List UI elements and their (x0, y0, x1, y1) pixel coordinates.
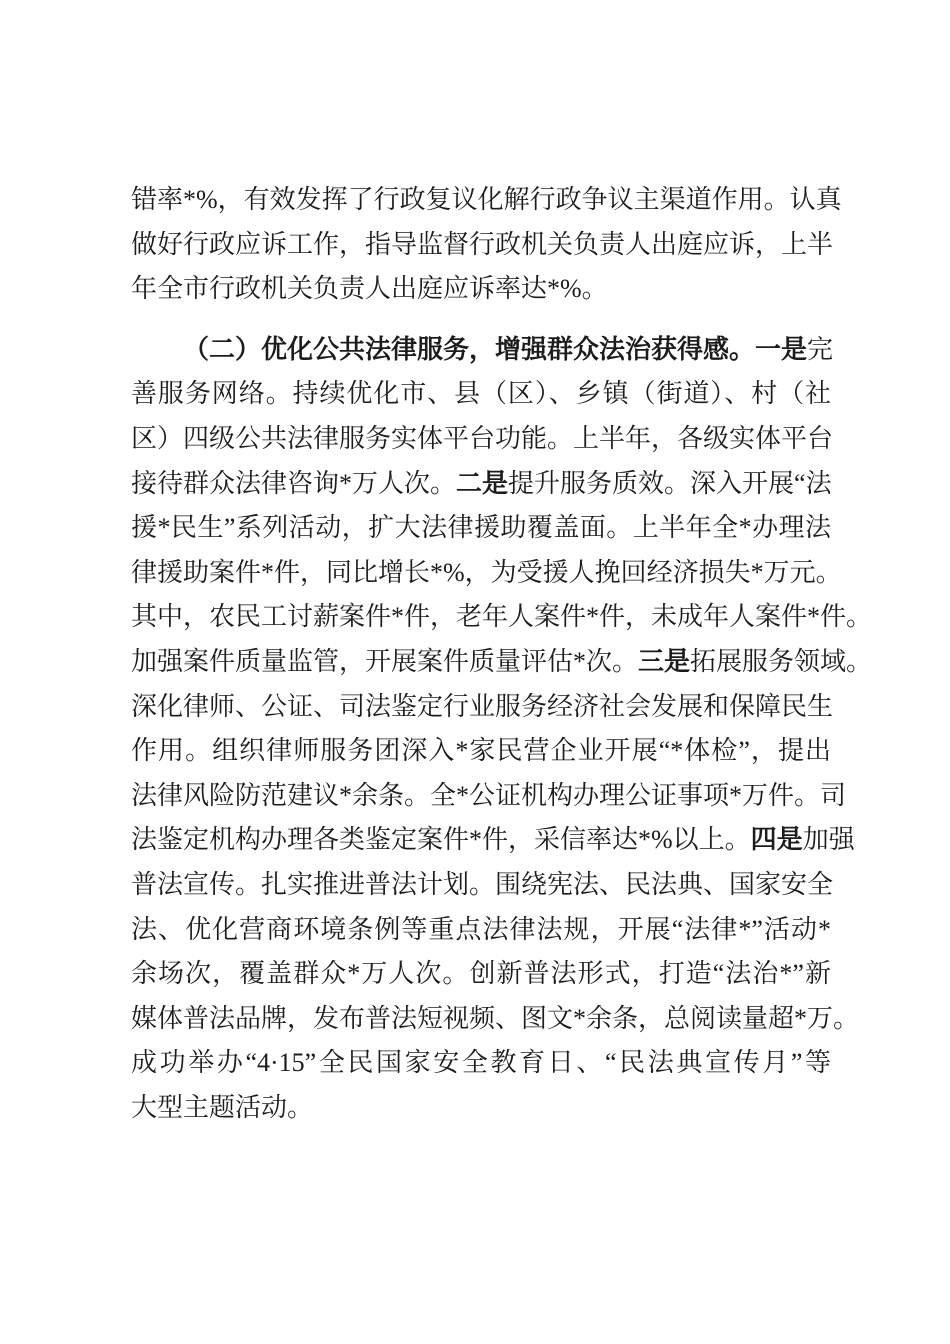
bold-text-run: 三是 (638, 646, 691, 676)
text-run: 援*民生”系列活动，扩大法律援助覆盖面。上半年全*办理法 (131, 513, 831, 543)
text-run: 拓展服务领域。 (690, 646, 873, 676)
text-run: 提升服务质效。深入开展“法 (508, 468, 832, 498)
text-line (131, 774, 847, 819)
document-body (131, 178, 873, 1130)
text-line (131, 178, 842, 223)
text-line (131, 729, 831, 774)
text-run: 接待群众法律咨询*万人次。 (131, 468, 457, 498)
text-run: 普法宣传。扎实推进普法计划。围绕宪法、民法典、国家安全 (131, 869, 834, 899)
bold-text-run: 一是 (755, 334, 808, 364)
bold-text-run: 二是 (456, 468, 509, 498)
text-run: 法律风险防范建议*余条。全*公证机构办理公证事项*万件。司 (131, 780, 847, 810)
text-run: 媒体普法品牌，发布普法短视频、图文*余条，总阅读量超*万。 (131, 1003, 860, 1033)
text-line (131, 685, 834, 730)
text-line (131, 267, 831, 312)
text-run: 余场次，覆盖群众*万人次。创新普法形式，打造“法治*”新 (131, 959, 831, 989)
text-run: 法、优化营商环境条例等重点法律法规，开展“法律*”活动* (131, 914, 831, 944)
bold-text-run: 四是 (750, 825, 803, 855)
text-line (131, 952, 831, 997)
body-paragraph (131, 328, 873, 1131)
text-run: 善服务网络。持续优化市、县（区）、乡镇（街道）、村（社 (131, 379, 831, 409)
text-line (131, 372, 831, 417)
text-run: 作用。组织律师服务团深入*家民营企业开展“*体检”，提出 (131, 736, 831, 766)
text-run: 完 (807, 334, 834, 364)
text-line (131, 640, 873, 685)
text-run: 其中，农民工讨薪案件*件，老年人案件*件，未成年人案件*件。 (131, 602, 873, 632)
text-line (131, 417, 834, 462)
text-run: 大型主题活动。 (131, 1092, 314, 1122)
text-line (131, 863, 834, 908)
text-run: 律援助案件*件，同比增长*%，为受援人挽回经济损失*万元。 (131, 557, 842, 587)
text-line (131, 1086, 831, 1131)
text-line (131, 1041, 831, 1086)
text-line (131, 551, 842, 596)
text-line (131, 818, 855, 863)
text-run: 法鉴定机构办理各类鉴定案件*件，采信率达*%以上。 (131, 825, 751, 855)
text-line (131, 595, 873, 640)
text-run: 年全市行政机关负责人出庭应诉率达*%。 (131, 274, 608, 304)
text-line (131, 328, 834, 373)
text-run: 成功举办“4·15”全民国家安全教育日、“民法典宣传月”等 (131, 1048, 831, 1078)
text-run: 区）四级公共法律服务实体平台功能。上半年，各级实体平台 (131, 423, 834, 453)
text-line (131, 997, 860, 1042)
text-run: 加强 (802, 825, 855, 855)
bold-text-run: （二）优化公共法律服务，增强群众法治获得感。 (183, 334, 756, 364)
text-line (131, 908, 831, 953)
body-paragraph (131, 178, 842, 312)
text-run: 深化律师、公证、司法鉴定行业服务经济社会发展和保障民生 (131, 691, 834, 721)
text-run: 错率*%，有效发挥了行政复议化解行政争议主渠道作用。认真 (131, 185, 842, 214)
text-line (131, 462, 831, 507)
text-run: 加强案件质量监管，开展案件质量评估*次。 (131, 646, 639, 676)
text-line (131, 223, 834, 268)
text-line (131, 506, 831, 551)
text-run: 做好行政应诉工作，指导监督行政机关负责人出庭应诉，上半 (131, 229, 834, 259)
